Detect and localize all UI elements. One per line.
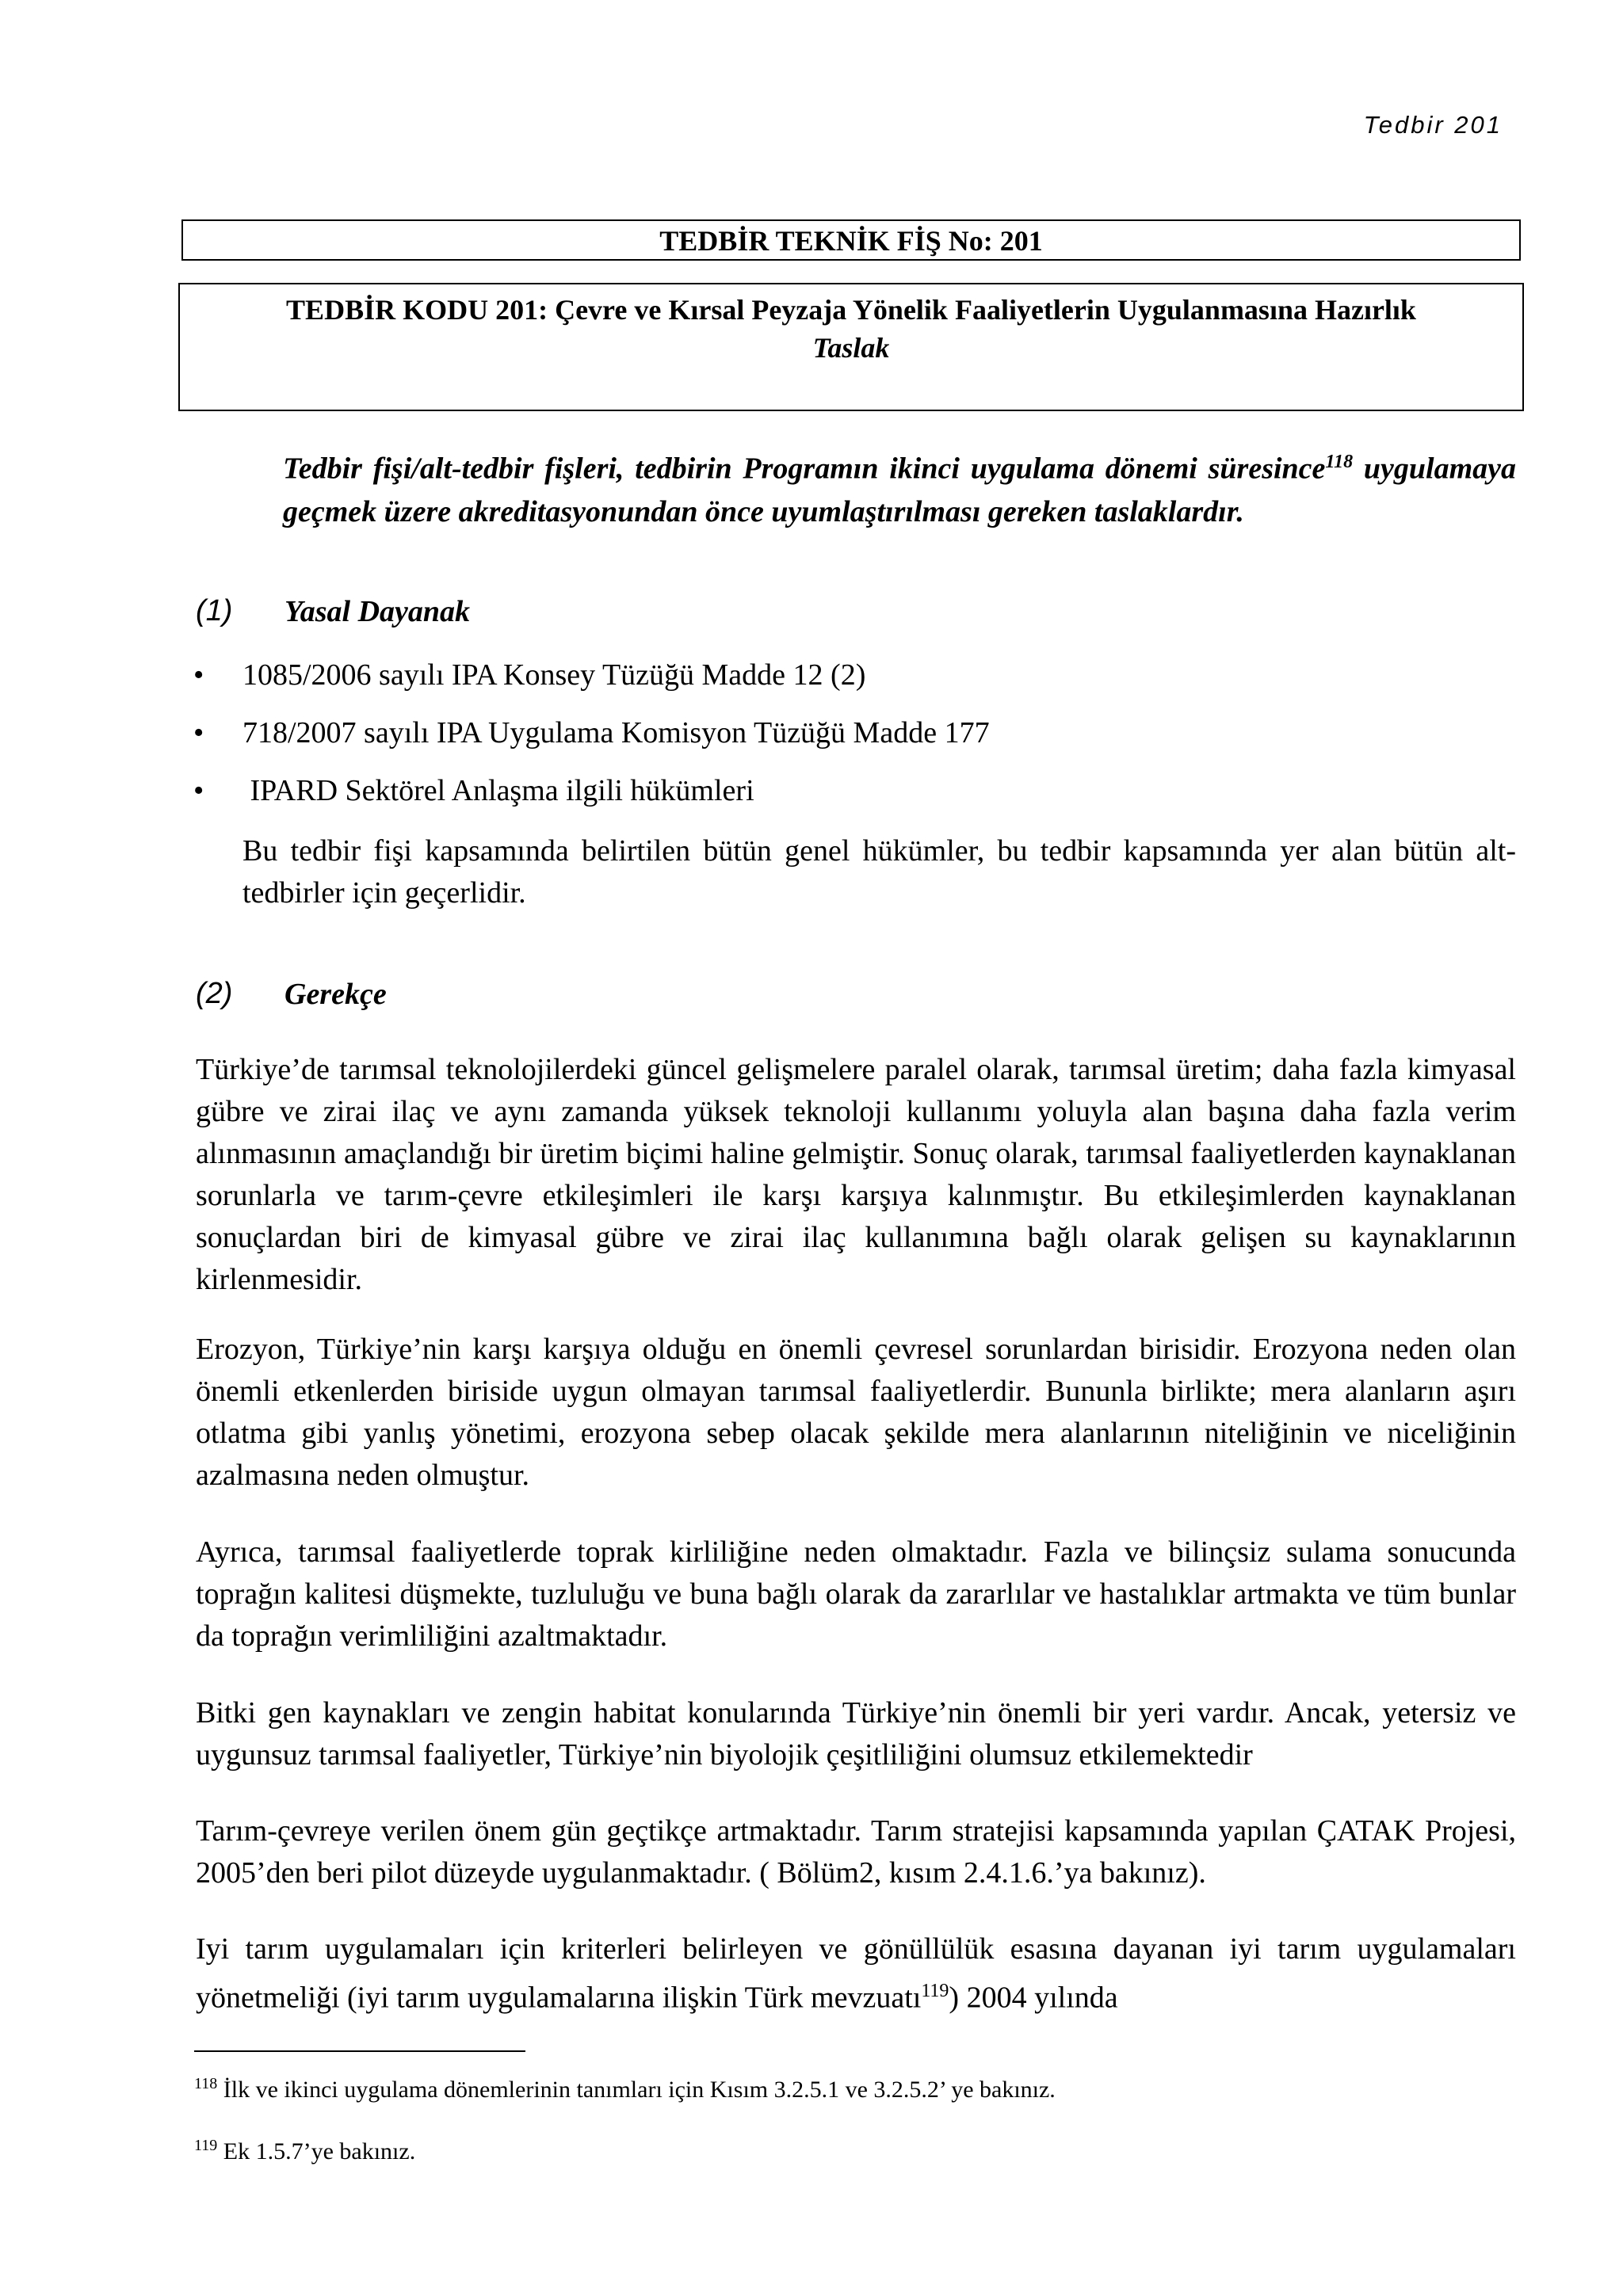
section-number: (1) [196,594,233,627]
footnote [194,2130,415,2168]
paragraph: Tarım-çevreye verilen önem gün geçtikçe artmaktadır. Tarım stratejisi kapsamında yapılan ÇATAK Projesi, 2005’den beri pilot düzeyde uygulanmaktadır. ( Bölüm2, kısım 2.4.1.6.’ya bakınız). [196,1814,1516,1890]
bullet-icon: • [193,774,204,807]
footnote-text: Ek 1.5.7’ye bakınız. [217,2138,416,2164]
footnote-number: 118 [194,2075,218,2092]
footnote-separator [194,2050,525,2052]
paragraph: Türkiye’de tarımsal teknolojilerdeki güncel gelişmelere paralel olarak, tarımsal üretim; daha fazla kimyasal gübre ve zirai ilaç ve aynı zamanda yüksek teknoloji kullanımı yoluyla alan başına daha fazla verim alınmasının amaçlandığı bir üretim biçimi haline gelmiştir. Sonuç olarak, tarımsal faaliyetlerden kaynaklanan sorunlarla ve tarım-çevre etkileşimleri ile karşı karşıya kalınmıştır. Bu etkileşimlerden kaynaklanan sonuçlardan biri de kimyasal gübre ve zirai ilaç kullanımına bağlı olarak gelişen su kaynaklarının kirlenmesidir. [196,1053,1516,1296]
intro-line-1: Tedbir fişi/alt-tedbir fişleri, tedbirin Programın ikinci uygulama dönemi süresince [283,452,1326,486]
paragraph: Bitki gen kaynakları ve zengin habitat konularında Türkiye’nin önemli bir yeri vardır. Ancak, yetersiz ve uygunsuz tarımsal faaliyetler, Türkiye’nin biyolojik çeşitliliğini olumsuz etkilemektedir [196,1696,1516,1772]
draft-label: Taslak [812,332,890,364]
footnote [194,2068,1056,2106]
footnote-text: İlk ve ikinci uygulama dönemlerinin tanımları için Kısım 3.2.5.1 ve 3.2.5.2’ ye bakınız. [217,2077,1056,2103]
bullet-icon: • [193,658,204,692]
intro-line-2: uygulamaya geçmek üzere akreditasyonundan önce uyumlaştırılması gereken taslaklardır. [283,452,1516,528]
measure-code-line: TEDBİR KODU 201: Çevre ve Kırsal Peyzaja Yönelik Faaliyetlerin Uygulanmasına Hazırlık [286,294,1416,326]
document-page: Tedbir 201 TEDBİR TEKNİK FİŞ No: 201 TEDBİR KODU 201: Çevre ve Kırsal Peyzaja Yönelik Faaliyetlerin Uygulanmasına Hazırlık Taslak Tedbir fişi/alt-tedbir fişleri, tedbirin Programın ikinci uygulama dönemi süresince$^{118}$ uygulamaya geçmek üzere akreditasyonundan önce uyumlaştırılması gereken taslaklardır. (1) Yasal Dayanak • 1085/2006 sayılı IPA Konsey Tüzüğü Madde 12 (2) • 718/2007 sayılı IPA Uygulama Komisyon Tüzüğü Madde 177 • IPARD Sektörel Anlaşma ilgili hükümleri Bu tedbir fişi kapsamında belirtilen bütün genel hükümler, bu tedbir kapsamında yer alan bütün alt-tedbirler için geçerlidir. (2) Gerekçe Türkiye’de tarımsal teknolojilerdeki güncel gelişmelere paralel olarak, tarımsal üretim; daha fazla kimyasal gübre ve zirai ilaç ve aynı zamanda yüksek teknoloji kullanımı yoluyla alan başına daha fazla verim alınmasının amaçlandığı bir üretim biçimi haline gelmiştir. Sonuç olarak, tarımsal faaliyetlerden kaynaklanan sorunlarla ve tarım-çevre etkileşimleri ile karşı karşıya kalınmıştır. Bu etkileşimlerden kaynaklanan sonuçlardan biri de kimyasal gübre ve zirai ilaç kullanımına bağlı olarak gelişen su kaynaklarının kirlenmesidir. Erozyon, Türkiye’nin karşı karşıya olduğu en önemli çevresel sorunlardan birisidir. Erozyona neden olan önemli etkenlerden biriside uygun olmayan tarımsal faaliyetlerdir. Bununla birlikte; mera alanların aşırı otlatma gibi yanlış yönetimi, erozyona sebep olacak şekilde mera alanlarının niteliğinin ve niceliğinin azalmasına neden olmuştur. Ayrıca, tarımsal faaliyetlerde toprak kirliliğine neden olmaktadır. Fazla ve bilinçsiz sulama sonucunda toprağın kalitesi düşmekte, tuzluluğu ve buna bağlı olarak da zararlılar ve hastalıklar artmakta ve tüm bunlar da toprağın verimliliğini azaltmaktadır. Bitki gen kaynakları ve zengin habitat konularında Türkiye’nin önemli bir yeri vardır. Ancak, yetersiz ve uygunsuz tarımsal faaliyetler, Türkiye’nin biyolojik çeşitliliğini olumsuz etkilemektedir Tarım-çevreye verilen önem gün geçtikçe artmaktadır. Tarım stratejisi kapsamında yapılan ÇATAK Projesi, 2005’den beri pilot düzeyde uygulanmaktadır. ( Bölüm2, kısım 2.4.1.6.’ya bakınız). Iyi tarım uygulamaları için kriterleri belirleyen ve gönüllülük esasına dayanan iyi tarım uygulamaları yönetmeliği (iyi tarım uygulamalarına ilişkin Türk mevzuatı$^{119}$) 2004 yılında $^{118}$ İlk ve ikinci uygulama dönemlerinin tanımları için Kısım 3.2.5.1 ve 3.2.5.2’ ye bakınız. $^{119}$ Ek 1.5.7’ye bakınız. [0,0,1623,2296]
footnote-number: 119 [194,2137,218,2154]
footnote-ref-119: 119 [921,1981,949,2001]
footnote-ref-118: 118 [1325,452,1354,472]
section-number: (2) [196,977,233,1010]
running-header: Tedbir 201 [1363,111,1503,139]
measure-code-box [178,283,1524,411]
paragraph: Ayrıca, tarımsal faaliyetlerde toprak kirliliğine neden olmaktadır. Fazla ve bilinçsiz sulama sonucunda toprağın kalitesi düşmekte, tuzluluğu ve buna bağlı olarak da zararlılar ve hastalıklar artmakta ve tüm bunlar da toprağın verimliliğini azaltmaktadır. [196,1535,1516,1653]
section-title: Yasal Dayanak [285,595,471,628]
section-title: Gerekçe [285,978,387,1011]
paragraph: Iyi tarım uygulamaları için kriterleri belirleyen ve gönüllülük esasına dayanan iyi tarım uygulamaları yönetmeliği (iyi tarım uygulamalarına ilişkin Türk mevzuatı$^{119}$) 2004 yılında [196,1932,1516,2015]
paragraph: Erozyon, Türkiye’nin karşı karşıya olduğu en önemli çevresel sorunlardan birisidir. Erozyona neden olan önemli etkenlerden biriside uygun olmayan tarımsal faaliyetlerdir. Bununla birlikte; mera alanların aşırı otlatma gibi yanlış yönetimi, erozyona sebep olacak şekilde mera alanlarının niteliğinin ve niceliğinin azalmasına neden olmuştur. [196,1333,1516,1492]
intro-note [283,441,1516,533]
measure-sheet-title-box: TEDBİR TEKNİK FİŞ No: 201 [181,219,1521,261]
section-1-note: Bu tedbir fişi kapsamında belirtilen bütün genel hükümler, bu tedbir kapsamında yer alan bütün alt-tedbirler için geçerlidir. [242,834,1516,910]
bullet-icon: • [193,716,204,749]
